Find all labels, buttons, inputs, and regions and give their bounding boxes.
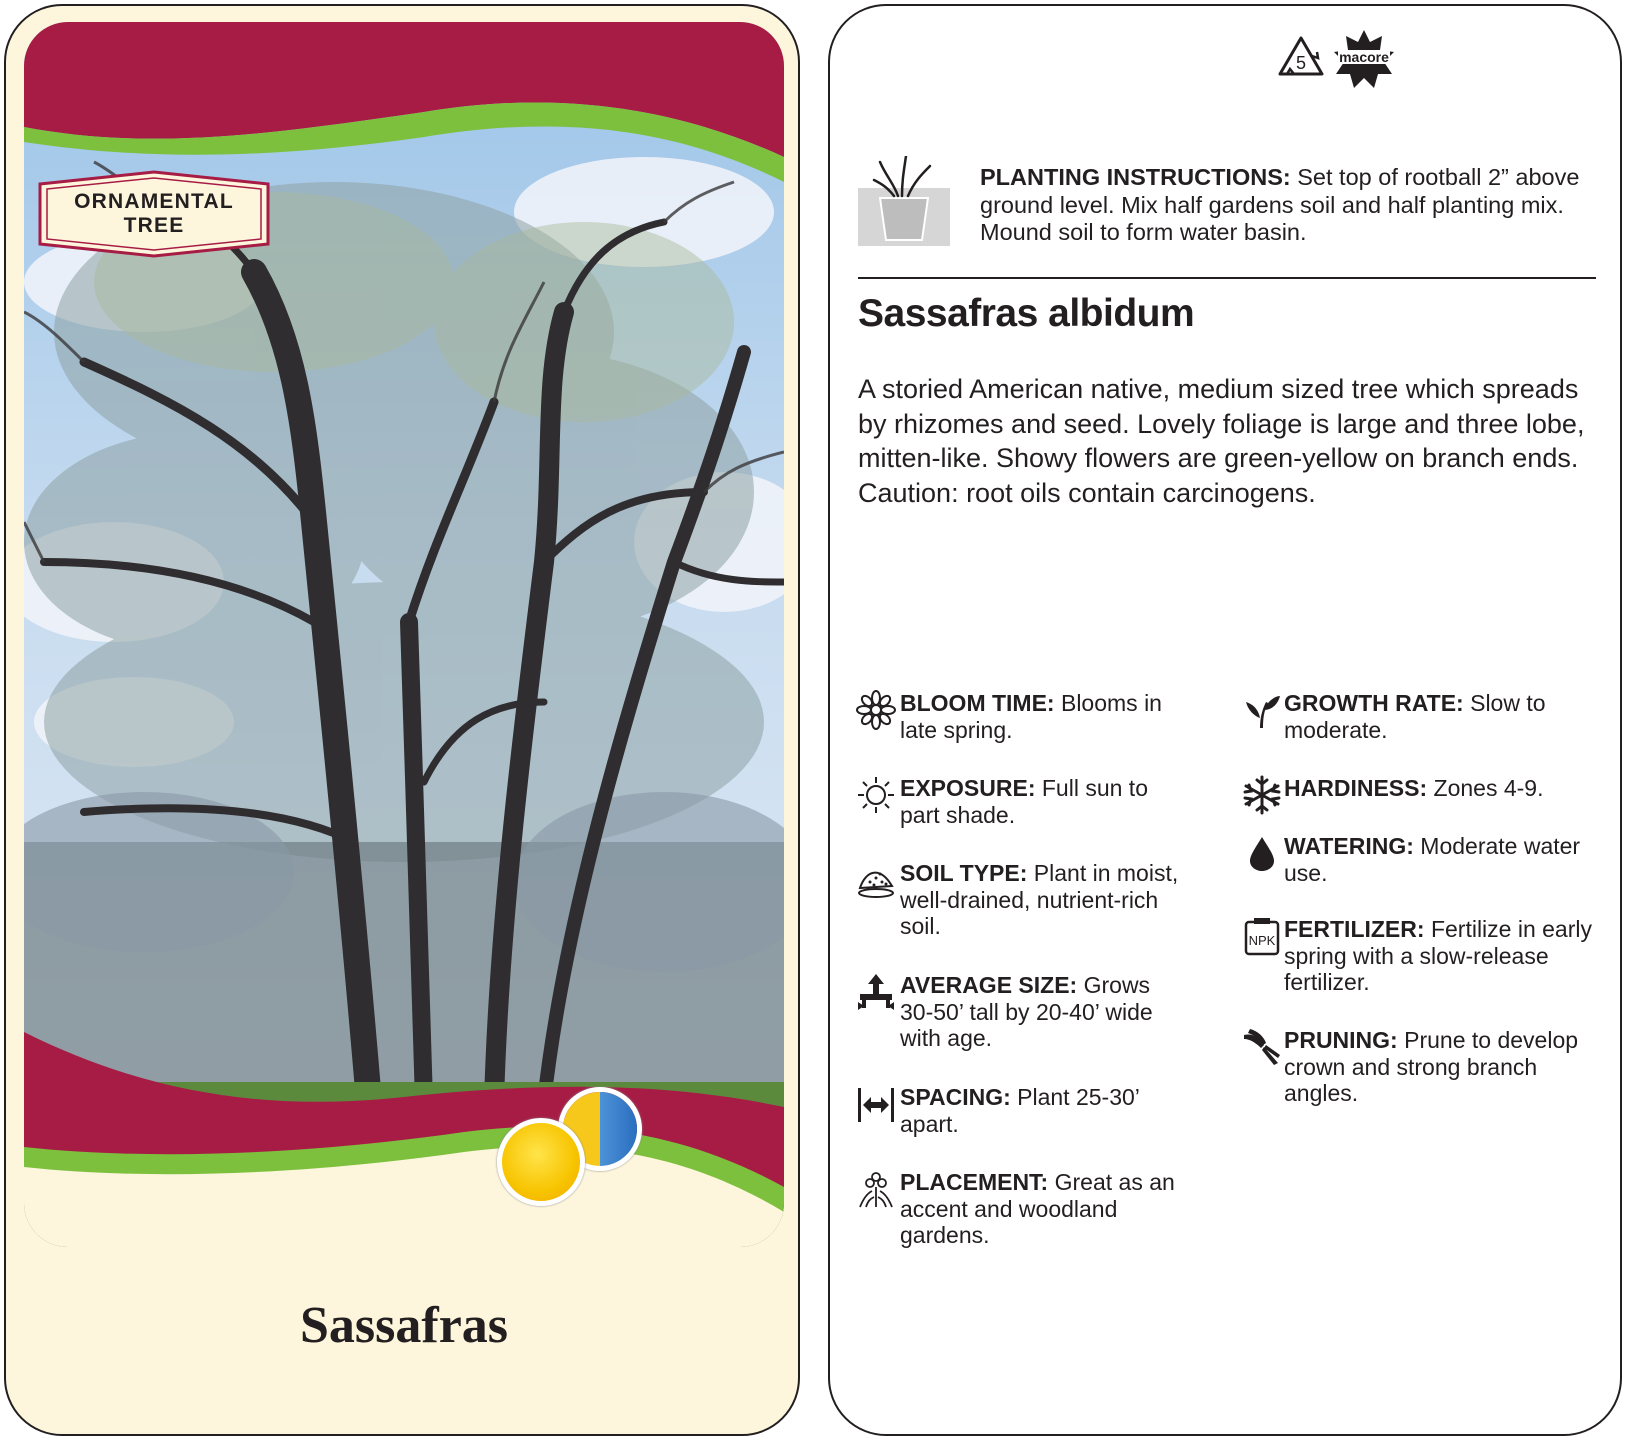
potted-plant-icon — [858, 156, 968, 252]
divider — [858, 277, 1596, 279]
attr-exposure — [856, 775, 1186, 828]
botanical-name: Sassafras albidum — [858, 292, 1195, 335]
attr-label: GROWTH RATE: — [1284, 690, 1464, 716]
attr-placement — [856, 1169, 1186, 1249]
attr-value: Plant in moist, well-drained, nutrient-rich soil. — [900, 860, 1179, 939]
badge-line-2: TREE — [123, 214, 185, 237]
attr-label: AVERAGE SIZE: — [900, 972, 1078, 998]
attr-watering — [1242, 833, 1592, 886]
full-sun-icon — [497, 1118, 585, 1206]
planting-instructions — [858, 156, 1588, 256]
front-card — [4, 4, 800, 1436]
attr-value: Zones 4-9. — [1433, 775, 1544, 801]
plant-description: A storied American native, medium sized tree which spreads by rhizomes and seed. Lovely foliage is large and three lobe, mitten-like. Showy flowers are green-yellow on branch ends. Caution: root oils contain carcinogens. — [858, 374, 1585, 508]
attr-value: Full sun to part shade. — [900, 775, 1148, 828]
attr-value: Grows 30-50’ tall by 20-40’ wide with age. — [900, 972, 1153, 1051]
back-card — [828, 4, 1622, 1436]
water-drop-icon — [1242, 833, 1282, 873]
spacing-icon — [856, 1084, 896, 1124]
attr-value: Moderate water use. — [1284, 833, 1581, 886]
attr-value: Blooms in late spring. — [900, 690, 1162, 743]
size-icon — [856, 972, 896, 1012]
common-name: Sassafras — [299, 1297, 509, 1354]
attr-label: PRUNING: — [1284, 1027, 1398, 1053]
macore-logo-icon — [1330, 28, 1398, 90]
recycle-number: 5 — [1295, 53, 1307, 73]
attr-label: SOIL TYPE: — [900, 860, 1028, 886]
recycle-5-icon — [1276, 34, 1326, 82]
attr-hardiness — [1242, 775, 1592, 802]
planting-heading: PLANTING INSTRUCTIONS: — [980, 164, 1291, 190]
attr-label: WATERING: — [1284, 833, 1414, 859]
pruner-icon — [1242, 1027, 1282, 1067]
attr-bloom-time — [856, 690, 1186, 743]
attr-label: PLACEMENT: — [900, 1169, 1049, 1195]
attr-value: Prune to develop crown and strong branch angles. — [1284, 1027, 1579, 1106]
fertilizer-icon — [1242, 916, 1282, 956]
sun-icon — [856, 775, 896, 815]
attr-average-size — [856, 972, 1186, 1052]
attr-label: EXPOSURE: — [900, 775, 1036, 801]
planting-body: Set top of rootball 2” above ground level. Mix half gardens soil and half planting mix. Mound soil to form water basin. — [980, 164, 1580, 245]
attr-spacing — [856, 1084, 1186, 1137]
brand-mark: macore — [1339, 49, 1389, 65]
attr-label: SPACING: — [900, 1084, 1011, 1110]
ornamental-tree-badge — [38, 170, 270, 258]
attr-label: FERTILIZER: — [1284, 916, 1425, 942]
attr-pruning — [1242, 1027, 1592, 1107]
attr-label: HARDINESS: — [1284, 775, 1428, 801]
planting-text-block — [980, 164, 1600, 247]
attr-label: BLOOM TIME: — [900, 690, 1055, 716]
snowflake-icon — [1242, 775, 1282, 815]
attr-fertilizer — [1242, 916, 1592, 996]
attr-soil-type — [856, 860, 1186, 940]
soil-icon — [856, 860, 896, 900]
attr-value: Great as an accent and woodland gardens. — [900, 1169, 1175, 1248]
sprout-icon — [1242, 690, 1282, 730]
attr-value: Fertilize in early spring with a slow-release fertilizer. — [1284, 916, 1592, 995]
fertilizer-icon-text: NPK — [1248, 933, 1276, 948]
attr-value: Slow to moderate. — [1284, 690, 1546, 743]
attr-growth-rate — [1242, 690, 1592, 743]
flower-icon — [856, 690, 896, 730]
placement-icon — [856, 1169, 896, 1209]
attr-value: Plant 25-30’ apart. — [900, 1084, 1140, 1137]
badge-line-1: ORNAMENTAL — [74, 190, 234, 214]
